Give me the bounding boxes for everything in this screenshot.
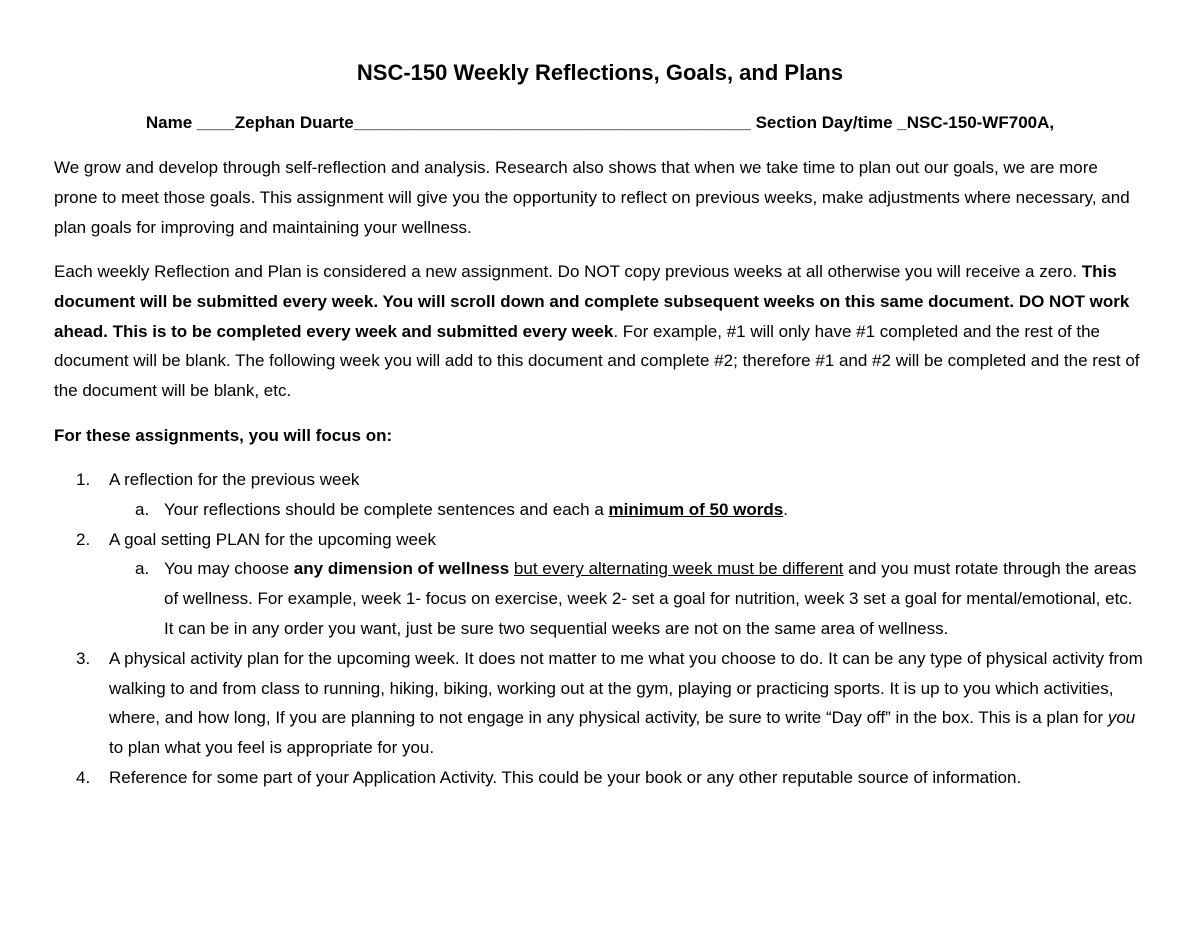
sub-item-2a-underlined: but every alternating week must be different [513, 559, 844, 579]
sub-list-2 [109, 554, 1146, 643]
sub-item-1a-text-after: . [783, 499, 788, 519]
sub-item-1a-emphasis: minimum of 50 words [608, 499, 784, 519]
instructions-paragraph [54, 257, 1146, 406]
sub-item-2a-bold: any dimension of wellness [293, 559, 510, 579]
list-number-1: 1. [76, 470, 91, 489]
list-item-2-text: A goal setting PLAN for the upcoming week [109, 529, 436, 549]
list-item-3-text-after: to plan what you feel is appropriate for you. [109, 738, 435, 758]
instructions-bold-text: This document will be submitted every week. You will scroll down and complete subsequent weeks on this same document. DO NOT work ahead. This is to be completed every week and submitted every week [54, 262, 1130, 341]
list-number-2: 2. [76, 529, 91, 549]
document-title: NSC-150 Weekly Reflections, Goals, and Plans [356, 60, 844, 85]
list-item-3-text-before: A physical activity plan for the upcoming week. It does not matter to me what you choose to do. It can be any type of physical activity from walking to and from class to running, hiking, biking, working out at the gym, playing or practicing sports. It is up to you which activities, where, and how long, If you are planning to not engage in any physical activity, be sure to write “Day off” in the box. This is a plan for [109, 648, 1143, 728]
sub-item-2a-text-after: and you must rotate through the areas of wellness. For example, week 1- focus on exercise, week 2- set a goal for nutrition, week 3 set a goal for mental/emotional, etc. It can be in any order you want, just be sure two sequential weeks are not on the same area of wellness. [164, 559, 1137, 638]
intro-paragraph: We grow and develop through self-reflection and analysis. Research also shows that when we take time to plan out our goals, we are more prone to meet those goals. This assignment will give you the opportunity to reflect on previous weeks, make adjustments where necessary, and plan goals for improving and maintaining your wellness. [54, 158, 1130, 237]
instructions-text-1: Each weekly Reflection and Plan is considered a new assignment. Do NOT copy previous weeks at all otherwise you will receive a zero. [54, 262, 1082, 281]
sub-list-1 [109, 495, 1146, 525]
sub-item-2a [109, 554, 1146, 643]
list-item-3 [54, 644, 1146, 763]
list-number-3: 3. [76, 648, 91, 668]
focus-list [54, 465, 1146, 793]
instructions-text-2: . For example, #1 will only have #1 completed and the rest of the document will be blank. The following week you will add to this document and complete #2; therefore #1 and #2 will be completed and the rest of the document will be blank, etc. [54, 321, 1140, 401]
list-item-2 [54, 525, 1146, 644]
sub-letter-1a: a. [135, 499, 150, 519]
sub-item-1a [109, 495, 1146, 525]
list-number-4: 4. [76, 767, 91, 787]
focus-heading: For these assignments, you will focus on: [54, 426, 393, 445]
list-item-1 [54, 465, 1146, 525]
sub-item-1a-text-before: Your reflections should be complete sentences and each a [164, 499, 609, 519]
name-section-line: Name ____Zephan Duarte__________________________________________ Section Day/time _NSC-150-WF700A, [145, 113, 1055, 132]
list-item-1-text: A reflection for the previous week [109, 470, 360, 489]
sub-letter-2a: a. [135, 559, 150, 579]
list-item-4-text: Reference for some part of your Application Activity. This could be your book or any other reputable source of information. [109, 767, 1022, 787]
list-item-4 [54, 763, 1146, 793]
list-item-3-italic: you [1107, 708, 1136, 728]
sub-item-2a-text-before: You may choose [164, 559, 294, 579]
